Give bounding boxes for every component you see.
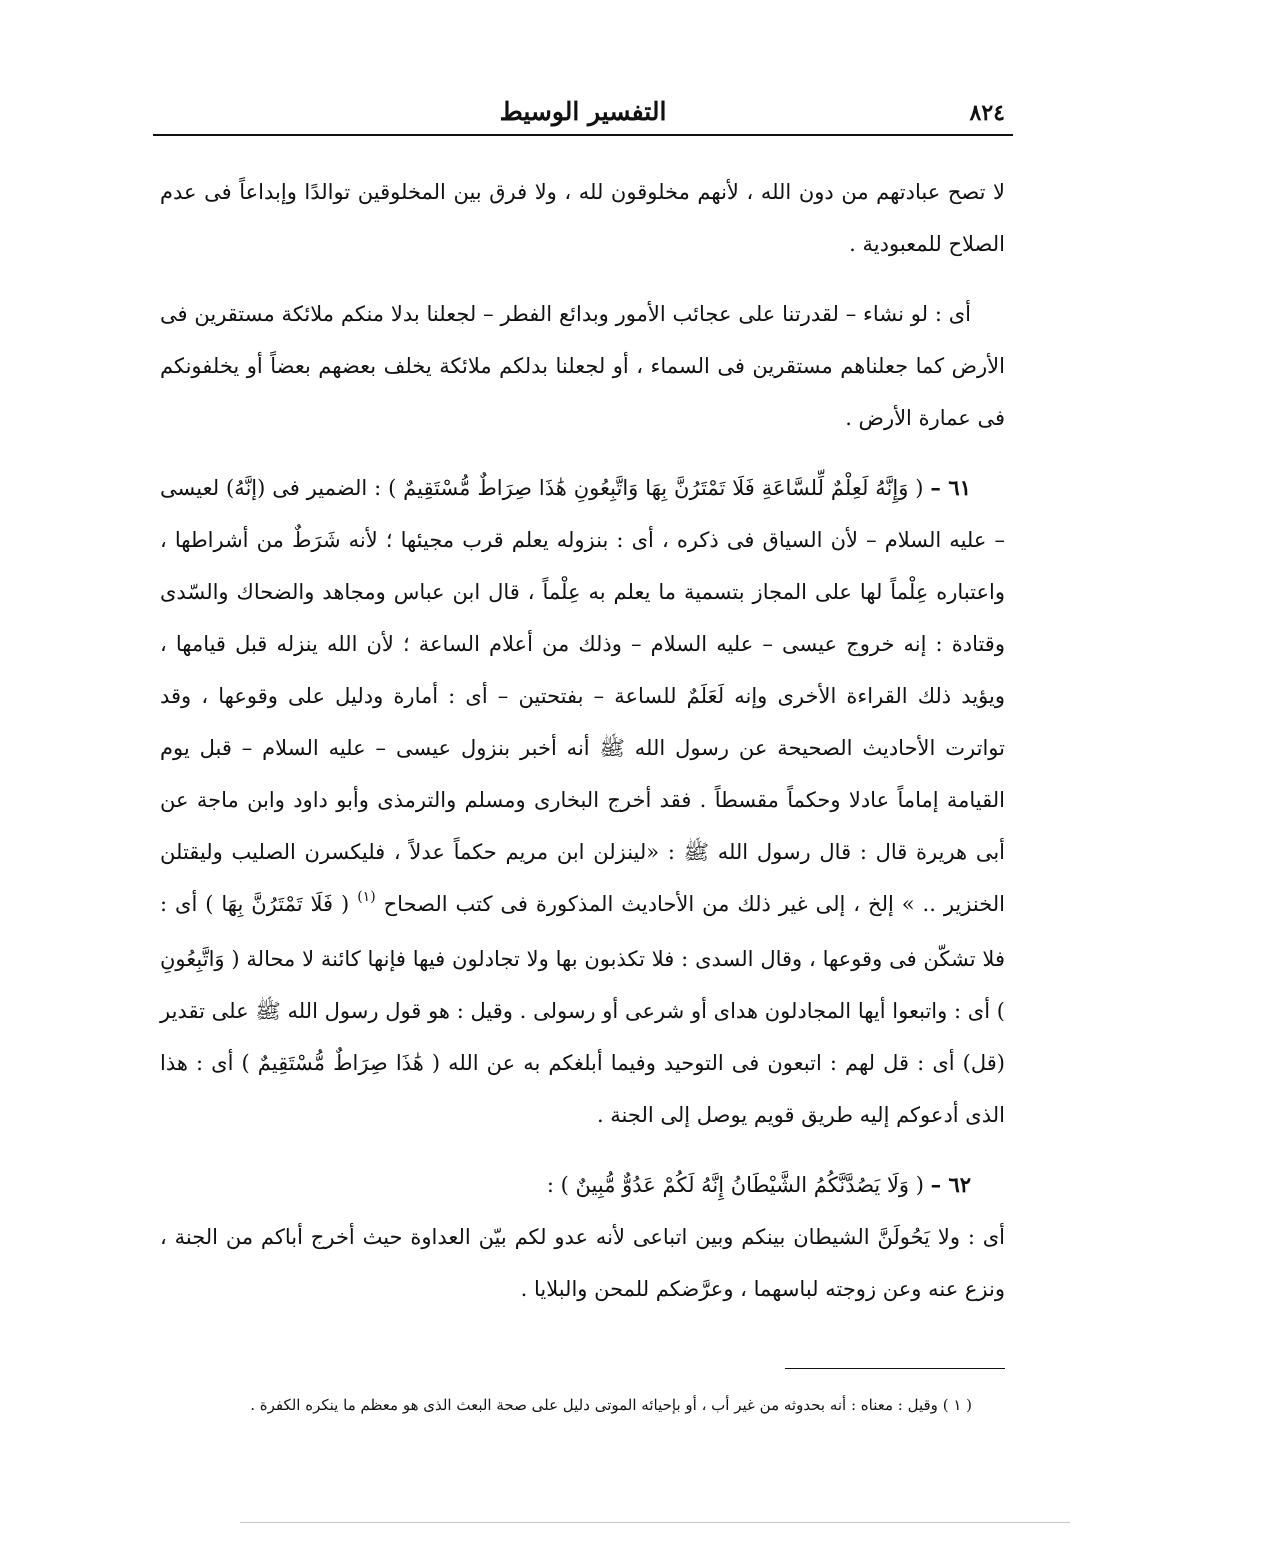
verse-62-heading	[160, 1159, 1005, 1211]
verse-number: ٦٢ –	[930, 1172, 971, 1197]
paragraph-1: لا تصح عبادتهم من دون الله ، لأنهم مخلوقون لله ، ولا فرق بين المخلوقين توالدًا وإبداعاً فى عدم الصلاح للمعبودية .	[160, 180, 1005, 256]
page-number: ٨٢٤	[969, 100, 1005, 126]
commentary-text: : الضمير فى (إنَّهُ) لعيسى – عليه السلام – لأن السياق فى ذكره ، أى : بنزوله يعلم قرب مجيئها ؛ لأنه شَرَطٌ من أشراطها ، واعتباره عِلْماً لها على المجاز بتسمية ما يعلم به عِلْماً ، قال ابن عباس ومجاهد والضحاك والسّدى وقتادة : إنه خروج عيسى – عليه السلام – وذلك من أعلام الساعة ؛ لأن الله ينزله قبل قيامها ، ويؤيد ذلك القراءة الأخرى وإنه لَعَلَمٌ للساعة – بفتحتين – أى : أمارة ودليل على وقوعها ، وقد تواترت الأحاديث الصحيحة عن رسول الله ﷺ أنه أخبر بنزول عيسى – عليه السلام – قبل يوم القيامة إماماً عادلا وحكماً مقسطاً . فقد أخرج البخارى ومسلم والترمذى وأبو داود وابن ماجة عن أبى هريرة قال : قال رسول الله ﷺ : «لينزلن ابن مريم حكماً عدلاً ، فليكسرن الصليب وليقتلن الخنزير .. » إلخ ، إلى غير ذلك من الأحاديث المذكورة فى كتب الصحاح	[160, 476, 1005, 916]
paragraph-2: أى : لو نشاء – لقدرتنا على عجائب الأمور وبدائع الفطر – لجعلنا بدلا منكم ملائكة مستقرين فى الأرض كما جعلناهم مستقرين فى السماء ، أو لجعلنا بدلكم ملائكة يخلف بعضهم بعضاً أو يخلفونكم فى عمارة الأرض .	[160, 302, 1005, 430]
quranic-verse: ( وَإِنَّهُ لَعِلْمٌ لِّلسَّاعَةِ فَلَا تَمْتَرُنَّ بِهَا وَاتَّبِعُونِ هَٰذَا صِرَاطٌ مُّسْتَقِيمٌ )	[388, 476, 924, 500]
paragraph-5: أى : ولا يَحُولَنَّ الشيطان بينكم وبين اتباعى لأنه عدو لكم بيّن العداوة حيث أخرج أباكم من الجنة ، ونزع عنه وعن زوجته لباسهما ، وعرَّضكم للمحن والبلايا .	[160, 1225, 1005, 1301]
commentary-text: ( فَلَا تَمْتَرُنَّ بِهَا ) أى : فلا تشكّن فى وقوعها ، وقال السدى : فلا تكذبون بها ولا تجادلون فيها فإنها كائنة لا محالة ( وَاتَّبِعُونِ ) أى : واتبعوا أيها المجادلون هداى أو شرعى أو رسولى . وقيل : هو قول رسول الله ﷺ على تقدير (قل) أى : قل لهم : اتبعون فى التوحيد وفيما أبلغكم به عن الله ( هَٰذَا صِرَاطٌ مُّسْتَقِيمٌ ) أى : هذا الذى أدعوكم إليه طريق قويم يوصل إلى الجنة .	[160, 892, 1005, 1127]
footnote-divider	[785, 1368, 1005, 1369]
footnote: ( ١ ) وقيل : معناه : أنه بحدوثه من غير أب ، أو بإحيائه الموتى دليل على صحة البعث الذى هو معظم ما ينكره الكفرة .	[250, 1396, 972, 1414]
running-title: التفسير الوسيط	[499, 97, 667, 126]
quranic-verse: ( وَلَا يَصُدَّنَّكُمُ الشَّيْطَانُ إِنَّهُ لَكُمْ عَدُوٌّ مُّبِينٌ ) :	[546, 1173, 924, 1197]
footnote-reference: (١)	[357, 889, 376, 905]
scan-edge-line	[240, 1522, 1070, 1523]
verse-number: ٦١ –	[930, 475, 971, 500]
page-header	[153, 96, 1013, 136]
main-text	[160, 166, 1005, 1333]
verse-61-commentary	[160, 462, 1005, 1141]
